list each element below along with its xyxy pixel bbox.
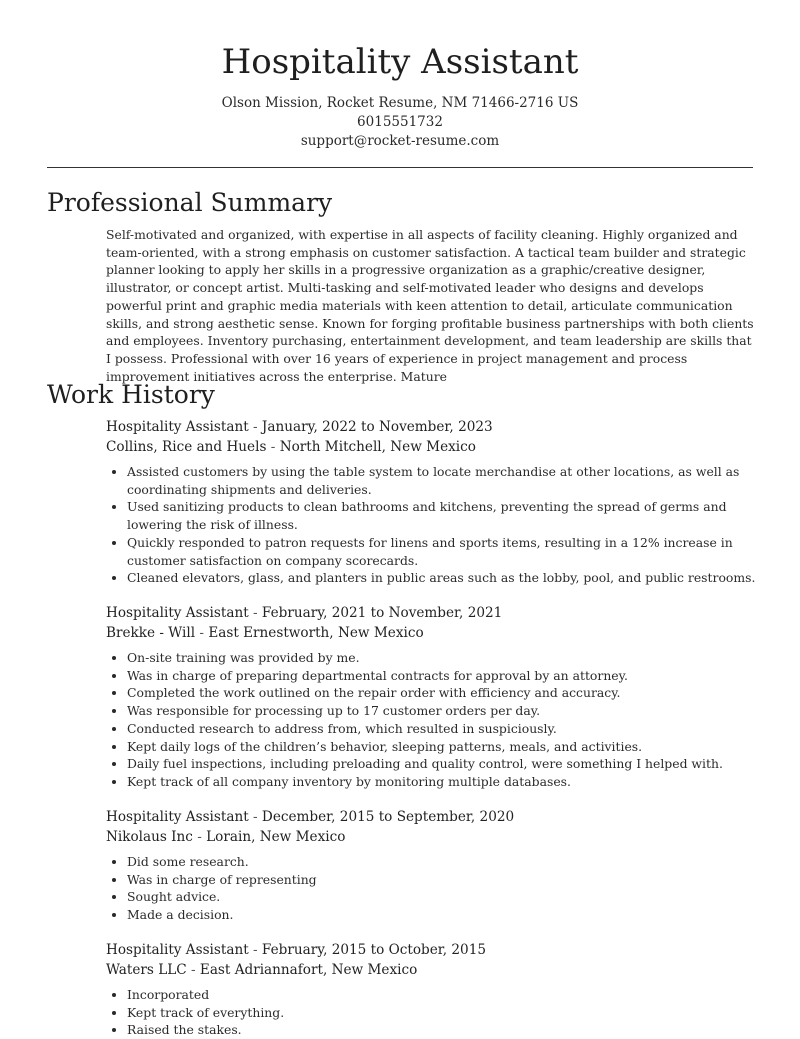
job-company-line [106, 961, 756, 981]
job-role: Hospitality Assistant [106, 605, 249, 621]
list-item: • Sought advice. [127, 888, 756, 906]
job-location: East Ernestworth, New Mexico [208, 624, 424, 641]
list-item: • Used sanitizing products to clean bathrooms and kitchens, preventing the spread of germs and lowering the risk of illness. [127, 498, 756, 533]
contact-email: support@rocket-resume.com [300, 133, 500, 149]
job-dates: February, 2021 to November, 2021 [261, 605, 503, 621]
job-dates: February, 2015 to October, 2015 [261, 942, 487, 958]
list-item: • Quickly responded to patron requests for linens and sports items, resulting in a 12% increase in customer satisfaction on company scorecards. [127, 534, 756, 569]
separator: - [270, 438, 276, 455]
job-title-line [106, 604, 756, 624]
contact-address: Olson Mission, Rocket Resume, NM 71466-2716 US [221, 95, 579, 111]
job-entry-4 [106, 941, 756, 1039]
job-company-line [106, 828, 756, 848]
list-item: • Cleaned elevators, glass, and planters in public areas such as the lobby, pool, and public restrooms. [127, 569, 756, 587]
job-company-line [106, 438, 756, 458]
separator: - [190, 961, 196, 978]
job-bullets [106, 853, 756, 924]
job-location: Lorain, New Mexico [206, 828, 346, 845]
job-company: Brekke - Will [106, 624, 196, 641]
list-item: • Incorporated [127, 986, 756, 1004]
list-item: • Completed the work outlined on the repair order with efficiency and accuracy. [127, 684, 756, 702]
job-dates: December, 2015 to September, 2020 [261, 809, 515, 825]
separator: - [197, 828, 202, 845]
contact-phone: 6015551732 [357, 114, 443, 130]
job-entry-1 [106, 418, 756, 587]
list-item: • Did some research. [127, 853, 756, 871]
separator: - [253, 419, 258, 435]
resume-header [0, 40, 800, 151]
list-item: • Conducted research to address from, which resulted in suspiciously. [127, 720, 756, 738]
list-item: • On-site training was provided by me. [127, 649, 756, 667]
separator: - [253, 809, 258, 825]
list-item: • Made a decision. [127, 906, 756, 924]
job-company: Waters LLC [106, 961, 187, 978]
list-item: • Daily fuel inspections, including preloading and quality control, were something I helped with. [127, 755, 756, 773]
job-bullets [106, 463, 756, 587]
section-title-summary: Professional Summary [47, 188, 333, 217]
job-location: North Mitchell, New Mexico [279, 438, 476, 455]
list-item: • Was responsible for processing up to 17 customer orders per day. [127, 702, 756, 720]
job-bullets [106, 986, 756, 1039]
job-company: Collins, Rice and Huels [106, 438, 267, 455]
candidate-name: Hospitality Assistant [221, 42, 579, 82]
section-title-work-history: Work History [47, 380, 215, 409]
job-company-line [106, 624, 756, 644]
separator: - [253, 942, 258, 958]
job-entry-3 [106, 808, 756, 924]
header-divider [47, 167, 753, 168]
list-item: • Was in charge of representing [127, 871, 756, 889]
job-company: Nikolaus Inc [106, 828, 193, 845]
list-item: • Kept daily logs of the children’s behavior, sleeping patterns, meals, and activities. [127, 738, 756, 756]
job-entry-2 [106, 604, 756, 791]
job-title-line [106, 808, 756, 828]
job-role: Hospitality Assistant [106, 809, 249, 825]
list-item: • Assisted customers by using the table system to locate merchandise at other locations, as well as coordinating shipments and deliveries. [127, 463, 756, 498]
job-dates: January, 2022 to November, 2023 [261, 419, 493, 435]
list-item: • Kept track of everything. [127, 1004, 756, 1022]
job-title-line [106, 418, 756, 438]
contact-block [0, 94, 800, 151]
job-role: Hospitality Assistant [106, 942, 249, 958]
job-bullets [106, 649, 756, 791]
list-item: • Was in charge of preparing departmental contracts for approval by an attorney. [127, 667, 756, 685]
summary-text: Self-motivated and organized, with expertise in all aspects of facility cleaning. Highly organized and team-oriented, with a strong emphasis on customer satisfaction. A tactical team builder and strategic planner looking to apply her skills in a progressive organization as a graphic/creative designer, illustrator, or concept artist. Multi-tasking and self-motivated leader who designs and develops powerful print and graphic media materials with keen attention to detail, articulate communication skills, and strong aesthetic sense. Known for forging profitable business partnerships with both clients and employees. Inventory purchasing, entertainment development, and team leadership are skills that I possess. Professional with over 16 years of experience in project management and process improvement initiatives across the enterprise. Mature [106, 227, 754, 384]
job-title-line [106, 941, 756, 961]
separator: - [199, 624, 204, 641]
list-item: • Raised the stakes. [127, 1021, 756, 1039]
job-role: Hospitality Assistant [106, 419, 249, 435]
job-location: East Adriannafort, New Mexico [199, 961, 418, 978]
separator: - [253, 605, 258, 621]
list-item: • Kept track of all company inventory by monitoring multiple databases. [127, 773, 756, 791]
